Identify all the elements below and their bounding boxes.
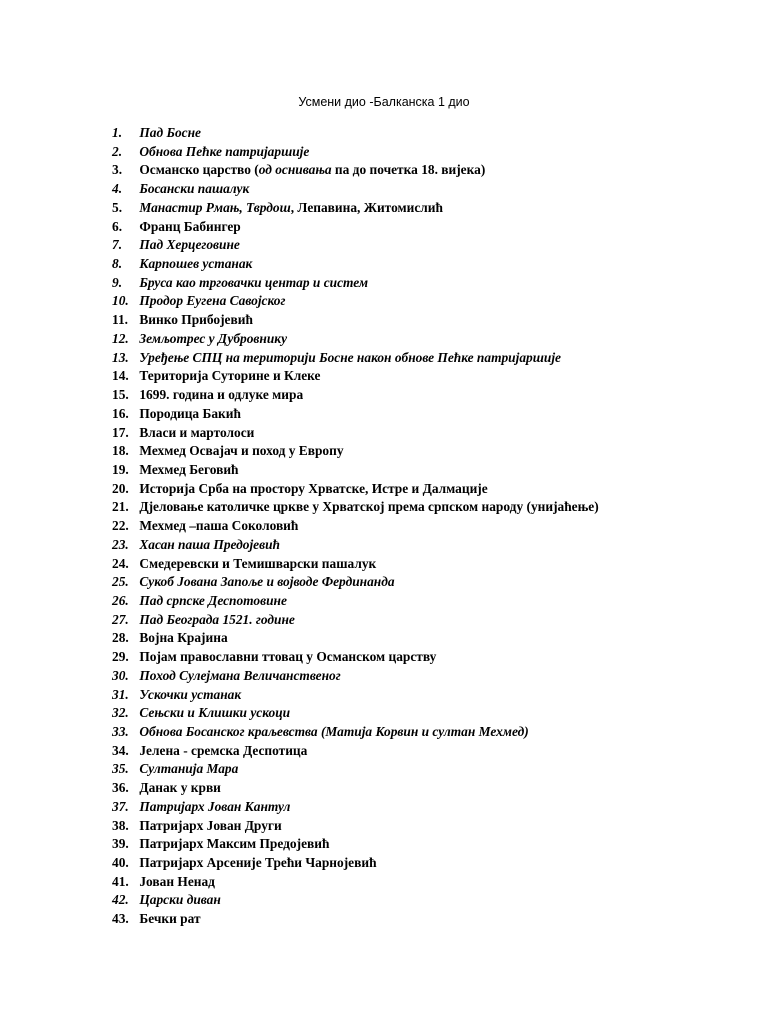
list-item-number: 36. xyxy=(112,780,129,796)
list-item-number: 37. xyxy=(112,798,129,814)
list-item-number: 29. xyxy=(112,649,129,665)
list-item xyxy=(112,891,752,910)
list-item-text: Босански пашалук xyxy=(139,181,250,197)
list-item xyxy=(112,536,752,555)
list-item xyxy=(112,386,752,405)
list-item-number: 17. xyxy=(112,424,129,440)
list-item xyxy=(112,218,752,237)
document-title: Усмени дио -Балканска 1 дио xyxy=(298,95,470,109)
list-item xyxy=(112,405,752,424)
list-item-text: Пад српске Деспотовине xyxy=(139,592,287,608)
list-item-text: Јован Ненад xyxy=(139,873,215,889)
list-item-number: 8. xyxy=(112,256,123,272)
list-item-number: 5. xyxy=(112,199,123,215)
list-item-number: 22. xyxy=(112,518,129,534)
list-item xyxy=(112,143,752,162)
list-item-number: 32. xyxy=(112,705,129,721)
list-item-text: Историја Срба на простору Хрватске, Истре и Далмације xyxy=(139,480,488,496)
list-item-text: Царски диван xyxy=(139,892,221,908)
list-item xyxy=(112,498,752,517)
list-item-text: Земљотрес у Дубровнику xyxy=(139,330,288,346)
list-item xyxy=(112,180,752,199)
list-item-number: 21. xyxy=(112,499,129,515)
list-item-number: 12. xyxy=(112,330,129,346)
list-item-text: Сукоб Јована Запоље и војводе Фердинанда xyxy=(139,574,395,590)
list-item-number: 9. xyxy=(112,274,123,290)
list-item-text: 1699. година и одлуке мира xyxy=(139,387,304,403)
list-item-text: Пад Београда 1521. године xyxy=(139,611,295,627)
list-item xyxy=(112,573,752,592)
list-item xyxy=(112,723,752,742)
list-item-text: Пад Босне xyxy=(139,125,201,140)
list-item-number: 19. xyxy=(112,461,129,477)
list-item-text: Породица Бакић xyxy=(139,405,241,421)
list-item-number: 6. xyxy=(112,218,123,234)
list-item xyxy=(112,349,752,368)
list-item-text: Бечки рат xyxy=(139,911,201,927)
list-item-number: 33. xyxy=(112,724,129,739)
list-item xyxy=(112,798,752,817)
list-item-text-segment: , Лепавина, Житомислић xyxy=(290,199,443,215)
list-item xyxy=(112,442,752,461)
list-item-number: 31. xyxy=(112,686,129,702)
list-item xyxy=(112,124,752,143)
list-item xyxy=(112,611,752,630)
list-item xyxy=(112,292,752,311)
list-item-number: 15. xyxy=(112,387,129,403)
list-item xyxy=(112,461,752,480)
list-item-text: Франц Бабингер xyxy=(139,218,241,234)
list-item xyxy=(112,592,752,611)
topic-list xyxy=(112,124,752,929)
list-item-number: 1. xyxy=(112,125,123,140)
list-item-text: Султанија Мара xyxy=(139,761,239,777)
list-item xyxy=(112,760,752,779)
list-item xyxy=(112,330,752,349)
list-item xyxy=(112,779,752,798)
list-item-text: Патријарх Јован Други xyxy=(139,817,282,833)
list-item xyxy=(112,161,752,180)
list-item xyxy=(112,686,752,705)
list-item-number: 40. xyxy=(112,855,129,871)
list-item-number: 38. xyxy=(112,817,129,833)
list-item-text-segment: од оснивања xyxy=(258,162,332,178)
list-item-text: Бруса као трговачки центар и систем xyxy=(139,274,369,290)
list-item-number: 11. xyxy=(112,312,128,328)
list-item-number: 35. xyxy=(112,761,129,777)
list-item-number: 34. xyxy=(112,742,129,758)
list-item xyxy=(112,274,752,293)
list-item-number: 18. xyxy=(112,443,129,459)
list-item-text-segment: па до почетка 18. вијека) xyxy=(331,162,486,178)
list-item-number: 23. xyxy=(112,536,129,552)
list-item-number: 14. xyxy=(112,368,129,384)
list-item-number: 27. xyxy=(112,611,129,627)
list-item xyxy=(112,517,752,536)
list-item-text: Уређење СПЦ на територији Босне након обнове Пећке патријаршије xyxy=(139,349,561,365)
list-item xyxy=(112,835,752,854)
list-item-number: 20. xyxy=(112,480,129,496)
list-item-text: Винко Прибојевић xyxy=(139,312,253,328)
list-item xyxy=(112,555,752,574)
list-item-text: Мехмед Освајач и поход у Европу xyxy=(139,443,344,459)
list-item xyxy=(112,480,752,499)
list-item xyxy=(112,199,752,218)
list-item-number: 39. xyxy=(112,836,129,852)
list-item-text: Појам православни ттовац у Османском царству xyxy=(139,649,437,665)
list-item-number: 7. xyxy=(112,237,123,253)
list-item-text: Пад Херцеговине xyxy=(139,237,240,253)
list-item-text: Продор Еугена Савојског xyxy=(139,293,286,309)
list-item-text: Поход Сулејмана Величанственог xyxy=(139,667,341,683)
list-item-text: Хасан паша Предојевић xyxy=(139,536,280,552)
list-item-number: 30. xyxy=(112,667,129,683)
list-item-text: Данак у крви xyxy=(139,780,221,796)
list-item-text: Патријарх Арсеније Трећи Чарнојевић xyxy=(139,855,377,871)
list-item xyxy=(112,742,752,761)
list-item-text: Смедеревски и Темишварски пашалук xyxy=(139,555,377,571)
list-item xyxy=(112,704,752,723)
list-item-text: Територија Суторине и Клеке xyxy=(139,368,321,384)
list-item-number: 26. xyxy=(112,592,129,608)
list-item-text: Патријарх Јован Кантул xyxy=(139,798,291,814)
list-item-number: 16. xyxy=(112,405,129,421)
list-item xyxy=(112,667,752,686)
list-item-text: Патријарх Максим Предојевић xyxy=(139,836,330,852)
list-item-text: Мехмед Беговић xyxy=(139,461,239,477)
list-item-number: 41. xyxy=(112,873,129,889)
list-item-text-segment: Манастир Рмањ, Тврдош xyxy=(139,199,291,215)
list-item xyxy=(112,648,752,667)
list-item-number: 4. xyxy=(112,181,123,197)
list-item-number: 10. xyxy=(112,293,129,309)
list-item-text: Ускочки устанак xyxy=(139,686,242,702)
list-item-number: 25. xyxy=(112,574,129,590)
list-item xyxy=(112,367,752,386)
list-item-number: 3. xyxy=(112,162,123,178)
list-item-number: 24. xyxy=(112,555,129,571)
list-item xyxy=(112,424,752,443)
list-item-number: 42. xyxy=(112,892,129,908)
list-item-text: Мехмед –паша Соколовић xyxy=(139,518,299,534)
list-item-text: Карпошев устанак xyxy=(139,256,253,272)
list-item-text: Дјеловање католичке цркве у Хрватској према српском народу (унијаћење) xyxy=(139,499,599,515)
list-item-text: Власи и мартолоси xyxy=(139,424,255,440)
list-item-text: Обнова Пећке патријаршије xyxy=(139,143,310,159)
list-item xyxy=(112,255,752,274)
list-item xyxy=(112,817,752,836)
list-item xyxy=(112,629,752,648)
list-item-text: Јелена - сремска Деспотица xyxy=(139,742,308,758)
list-item xyxy=(112,311,752,330)
list-item-text: Војна Крајина xyxy=(139,630,228,646)
list-item-text: Сењски и Клишки ускоци xyxy=(139,705,291,721)
list-item xyxy=(112,854,752,873)
list-item-number: 43. xyxy=(112,911,129,927)
list-item-text-segment: Османско царство ( xyxy=(139,162,259,178)
list-item-number: 2. xyxy=(112,143,123,159)
list-item-text: Обнова Босанског краљевства (Матија Корвин и султан Мехмед) xyxy=(139,724,529,739)
list-item xyxy=(112,910,752,929)
list-item-number: 28. xyxy=(112,630,129,646)
list-item-number: 13. xyxy=(112,349,129,365)
list-item xyxy=(112,236,752,255)
list-item xyxy=(112,873,752,892)
